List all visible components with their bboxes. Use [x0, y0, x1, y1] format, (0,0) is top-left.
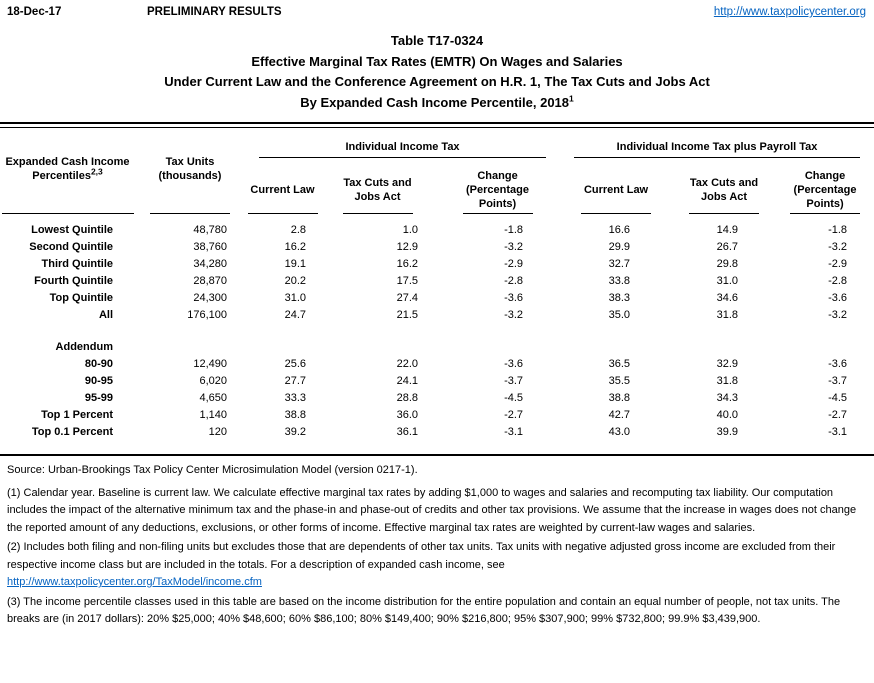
value-cell [672, 339, 776, 356]
value-cell: -4.5 [504, 392, 524, 404]
value-cell: 2.8 [290, 224, 306, 236]
col-header-current-law-iit: Current Law [245, 158, 320, 222]
value-cell: 36.0 [396, 409, 418, 421]
value-cell: 39.2 [284, 426, 306, 438]
col-header-tcja-payroll: Tax Cuts and Jobs Act [672, 158, 776, 222]
col-header-current-law-payroll: Current Law [560, 158, 672, 222]
value-cell: -2.8 [504, 275, 524, 287]
value-cell: 48,780 [193, 224, 227, 236]
value-cell: 34,280 [193, 258, 227, 270]
value-cell: -3.6 [828, 292, 848, 304]
row-label: Third Quintile [41, 258, 113, 270]
group-header-individual-income-tax: Individual Income Tax [245, 128, 560, 158]
value-cell: 16.6 [608, 224, 631, 236]
row-label: Top Quintile [49, 292, 113, 304]
value-cell: 35.5 [608, 375, 631, 387]
table-row [0, 424, 874, 441]
value-cell: -2.7 [504, 409, 524, 421]
footnote-1: (1) Calendar year. Baseline is current law. We calculate effective marginal tax rates by adding $1,000 to wages and salaries and recomputing tax liability. Our computation includes the impact of the alternative minimum tax and the phase-in and phase-out of credits and other tax provisions. We assume that the increase in wages does not change the reported amount of any deductions, exclusions, or other forms of income. Effective marginal tax rates are weighted by current-law wages and salaries. [7, 486, 857, 534]
value-cell: 34.3 [716, 392, 739, 404]
spacer-row [0, 441, 874, 454]
value-cell: -3.6 [828, 358, 848, 370]
table-header [0, 128, 874, 222]
value-cell: -3.1 [504, 426, 524, 438]
table-row [0, 307, 874, 324]
value-cell: 27.4 [396, 292, 418, 304]
table-body [0, 222, 874, 454]
emtr-table [0, 128, 874, 454]
row-label: Second Quintile [29, 241, 113, 253]
value-cell: 33.3 [284, 392, 306, 404]
title-line-4: By Expanded Cash Income Percentile, 2018$^1$ [300, 93, 574, 110]
value-cell: 17.5 [396, 275, 418, 287]
value-cell: -2.9 [504, 258, 524, 270]
value-cell: -3.6 [504, 292, 524, 304]
value-cell: 24.7 [284, 309, 306, 321]
group-header-iit-plus-payroll: Individual Income Tax plus Payroll Tax [560, 128, 874, 158]
value-cell: 19.1 [284, 258, 306, 270]
value-cell: 20.2 [284, 275, 306, 287]
taxpolicycenter-home-link[interactable]: http://www.taxpolicycenter.org [713, 6, 866, 18]
value-cell: -2.8 [828, 275, 848, 287]
value-cell [560, 339, 672, 356]
report-date: 18-Dec-17 [7, 6, 62, 18]
value-cell: 25.6 [284, 358, 306, 370]
row-label: All [98, 309, 113, 321]
source-note: Source: Urban-Brookings Tax Policy Center Microsimulation Model (version 0217-1). [7, 464, 418, 476]
value-cell: -3.7 [504, 375, 524, 387]
value-cell: 28.8 [396, 392, 418, 404]
title-line-3: Under Current Law and the Conference Agreement on H.R. 1, The Tax Cuts and Jobs Act [164, 74, 710, 89]
table-row [0, 407, 874, 424]
value-cell: 43.0 [608, 426, 631, 438]
value-cell: 35.0 [608, 309, 631, 321]
value-cell: -3.6 [504, 358, 524, 370]
value-cell: 120 [208, 426, 227, 438]
footnote-ref-2-3: 2,3 [90, 166, 103, 177]
value-cell: 22.0 [396, 358, 418, 370]
value-cell: 40.0 [716, 409, 739, 421]
preliminary-results-label: PRELIMINARY RESULTS [147, 6, 282, 18]
value-cell: -3.2 [504, 241, 524, 253]
value-cell [320, 339, 435, 356]
value-cell: 6,020 [199, 375, 227, 387]
row-label: Addendum [55, 341, 113, 353]
row-label: Top 1 Percent [41, 409, 113, 421]
value-cell: -3.1 [828, 426, 848, 438]
value-cell [435, 339, 560, 356]
value-cell: 36.1 [396, 426, 418, 438]
value-cell [245, 339, 320, 356]
value-cell: 176,100 [187, 309, 227, 321]
value-cell: -3.2 [504, 309, 524, 321]
value-cell: 33.8 [608, 275, 631, 287]
value-cell: 38,760 [193, 241, 227, 253]
col-header-change-payroll: Change (Percentage Points) [776, 158, 874, 222]
value-cell: 26.7 [716, 241, 739, 253]
value-cell: 12.9 [396, 241, 418, 253]
value-cell: 31.0 [284, 292, 306, 304]
value-cell: 1.0 [402, 224, 418, 236]
footnote-3: (3) The income percentile classes used in this table are based on the income distribution for the entire population and contain an equal number of people, not tax units. The breaks are (in 2017 dollars): 20% $25,000; 40% $48,600; 60% $86,100; 80% $149,400; 90% $216,800; 95% $307,900; 99% $732,800; 99.9% $3,439,900. [7, 595, 841, 625]
row-label: 80-90 [84, 358, 113, 370]
value-cell: 38.3 [608, 292, 631, 304]
value-cell: -1.8 [828, 224, 848, 236]
value-cell [776, 339, 874, 356]
table-row [0, 390, 874, 407]
row-label: Fourth Quintile [34, 275, 113, 287]
table-row [0, 239, 874, 256]
value-cell: -2.7 [828, 409, 848, 421]
table-number: Table T17-0324 [390, 33, 484, 48]
value-cell: 16.2 [396, 258, 418, 270]
title-block [0, 31, 874, 113]
value-cell: -3.2 [828, 241, 848, 253]
value-cell: 31.8 [716, 309, 739, 321]
title-line-2: Effective Marginal Tax Rates (EMTR) On Wages and Salaries [251, 53, 623, 69]
value-cell: 39.9 [716, 426, 739, 438]
table-row [0, 356, 874, 373]
table-row [0, 373, 874, 390]
col-header-percentiles: Expanded Cash Income Percentiles$^{2,3}$ [0, 128, 135, 222]
value-cell: 29.8 [716, 258, 739, 270]
value-cell: -3.2 [828, 309, 848, 321]
value-cell [135, 339, 245, 356]
value-cell: 1,140 [199, 409, 227, 421]
value-cell: 24,300 [193, 292, 227, 304]
top-bar [0, 0, 874, 18]
value-cell: 32.9 [716, 358, 739, 370]
value-cell: 42.7 [608, 409, 631, 421]
footnote-ref-1: 1 [569, 93, 574, 104]
footnotes [0, 456, 874, 629]
value-cell: 29.9 [608, 241, 631, 253]
value-cell: -2.9 [828, 258, 848, 270]
row-label: 90-95 [84, 375, 113, 387]
table-row [0, 290, 874, 307]
value-cell: 34.6 [716, 292, 739, 304]
value-cell: 31.0 [716, 275, 739, 287]
value-cell: 38.8 [608, 392, 631, 404]
value-cell: 24.1 [396, 375, 418, 387]
value-cell: 31.8 [716, 375, 739, 387]
value-cell: 36.5 [608, 358, 631, 370]
value-cell: 12,490 [193, 358, 227, 370]
table-row [0, 339, 874, 356]
col-header-change-iit: Change (Percentage Points) [435, 158, 560, 222]
row-label: Lowest Quintile [31, 224, 113, 236]
value-cell: 27.7 [284, 375, 306, 387]
income-definition-link[interactable]: http://www.taxpolicycenter.org/TaxModel/income.cfm [7, 576, 262, 588]
table-row [0, 222, 874, 239]
value-cell: 4,650 [199, 392, 227, 404]
col-header-tax-units: Tax Units (thousands) [135, 128, 245, 222]
row-label: Top 0.1 Percent [31, 426, 113, 438]
value-cell: 28,870 [193, 275, 227, 287]
value-cell: -4.5 [828, 392, 848, 404]
value-cell: 38.8 [284, 409, 306, 421]
table-row [0, 273, 874, 290]
table-row [0, 256, 874, 273]
value-cell: -1.8 [504, 224, 524, 236]
value-cell: 21.5 [396, 309, 418, 321]
footnote-2: (2) Includes both filing and non-filing units but excludes those that are dependents of other tax units. Tax units with negative adjusted gross income are excluded from their respective income class but are included in the totals. For a description of expanded cash income, see http://www.taxpolicycenter.org/TaxModel/income.cfm [7, 539, 866, 592]
col-header-tcja-iit: Tax Cuts and Jobs Act [320, 158, 435, 222]
value-cell: 16.2 [284, 241, 306, 253]
value-cell: 32.7 [608, 258, 631, 270]
value-cell: -3.7 [828, 375, 848, 387]
value-cell: 14.9 [716, 224, 739, 236]
row-label: 95-99 [84, 392, 113, 404]
spacer-row [0, 324, 874, 339]
